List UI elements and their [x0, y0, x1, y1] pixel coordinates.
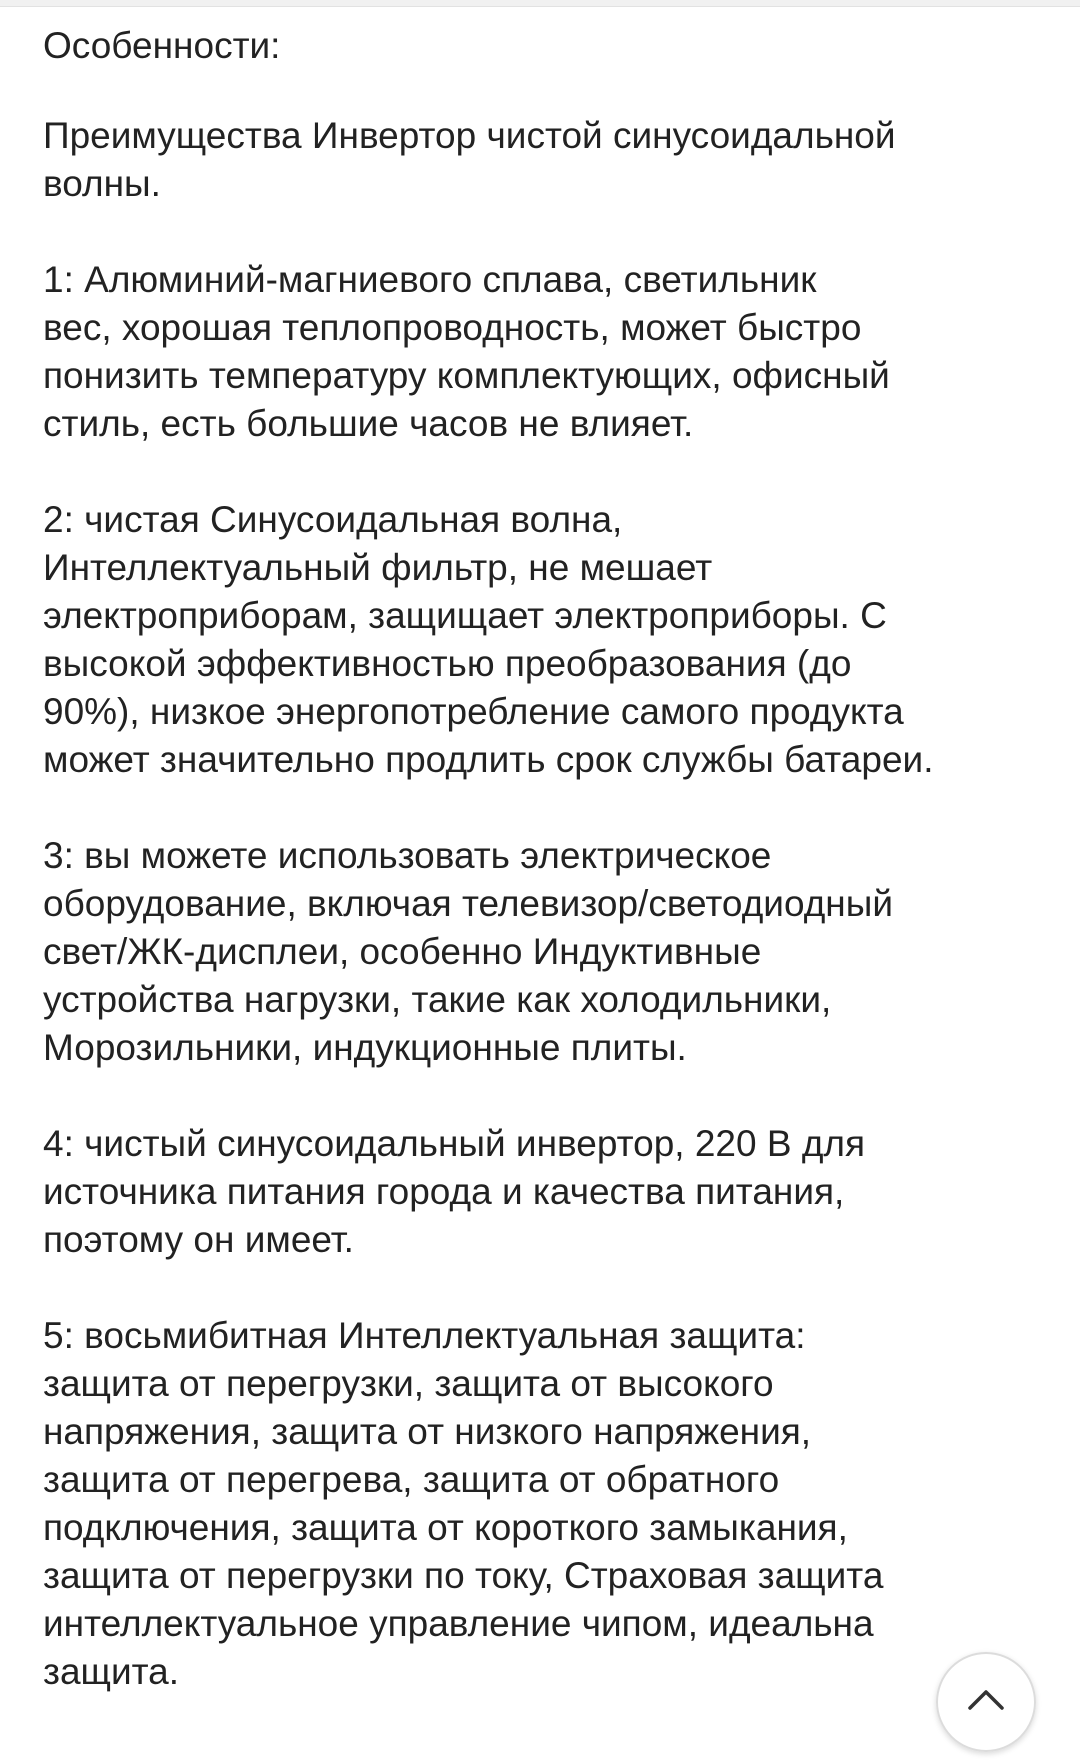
- spacer: [43, 1264, 1043, 1312]
- article-body: [43, 22, 1043, 1696]
- paragraph-line: электроприборам, защищает электроприборы. С: [43, 595, 887, 636]
- paragraph-intro: [43, 112, 1043, 208]
- spacer: [43, 784, 1043, 832]
- paragraph-line: Преимущества Инвертор чистой синусоидальной: [43, 115, 896, 156]
- paragraph-line: понизить температуру комплектующих, офисный: [43, 355, 890, 396]
- paragraph-line: 90%), низкое энергопотребление самого продукта: [43, 691, 904, 732]
- chevron-up-icon: [962, 1676, 1010, 1729]
- paragraph-item-4: [43, 1120, 1043, 1264]
- scroll-to-top-button[interactable]: [936, 1652, 1036, 1752]
- paragraph-line: защита от перегрева, защита от обратного: [43, 1459, 780, 1500]
- paragraph-item-3: [43, 832, 1043, 1072]
- paragraph-line: 1: Алюминий-магниевого сплава, светильник: [43, 259, 817, 300]
- paragraph-line: 2: чистая Синусоидальная волна,: [43, 499, 623, 540]
- paragraph-line: стиль, есть большие часов не влияет.: [43, 403, 694, 444]
- paragraph-line: подключения, защита от короткого замыкания,: [43, 1507, 848, 1548]
- spacer: [43, 208, 1043, 256]
- paragraph-line: вес, хорошая теплопроводность, может быстро: [43, 307, 862, 348]
- spacer: [43, 448, 1043, 496]
- top-divider: [0, 0, 1080, 7]
- paragraph-line: может значительно продлить срок службы батареи.: [43, 739, 934, 780]
- paragraph-line: свет/ЖК-дисплеи, особенно Индуктивные: [43, 931, 762, 972]
- paragraph-line: напряжения, защита от низкого напряжения,: [43, 1411, 812, 1452]
- paragraph-item-5: [43, 1312, 1043, 1696]
- paragraph-line: волны.: [43, 163, 161, 204]
- paragraph-line: оборудование, включая телевизор/светодиодный: [43, 883, 894, 924]
- paragraph-line: защита.: [43, 1651, 180, 1692]
- paragraph-line: устройства нагрузки, такие как холодильники,: [43, 979, 832, 1020]
- paragraph-line: 4: чистый синусоидальный инвертор, 220 В для: [43, 1123, 866, 1164]
- paragraph-line: 3: вы можете использовать электрическое: [43, 835, 772, 876]
- paragraph-line: Интеллектуальный фильтр, не мешает: [43, 547, 713, 588]
- paragraph-item-1: [43, 256, 1043, 448]
- paragraph-line: высокой эффективностью преобразования (до: [43, 643, 852, 684]
- paragraph-line: Морозильники, индукционные плиты.: [43, 1027, 687, 1068]
- paragraph-line: интеллектуальное управление чипом, идеальна: [43, 1603, 874, 1644]
- section-heading: Особенности:: [43, 25, 281, 66]
- paragraph-line: защита от перегрузки по току, Страховая защита: [43, 1555, 884, 1596]
- paragraph-line: защита от перегрузки, защита от высокого: [43, 1363, 774, 1404]
- paragraph-item-2: [43, 496, 1043, 784]
- paragraph-line: поэтому он имеет.: [43, 1219, 354, 1260]
- paragraph-line: источника питания города и качества питания,: [43, 1171, 845, 1212]
- spacer: [43, 70, 1043, 112]
- paragraph-line: 5: восьмибитная Интеллектуальная защита:: [43, 1315, 806, 1356]
- spacer: [43, 1072, 1043, 1120]
